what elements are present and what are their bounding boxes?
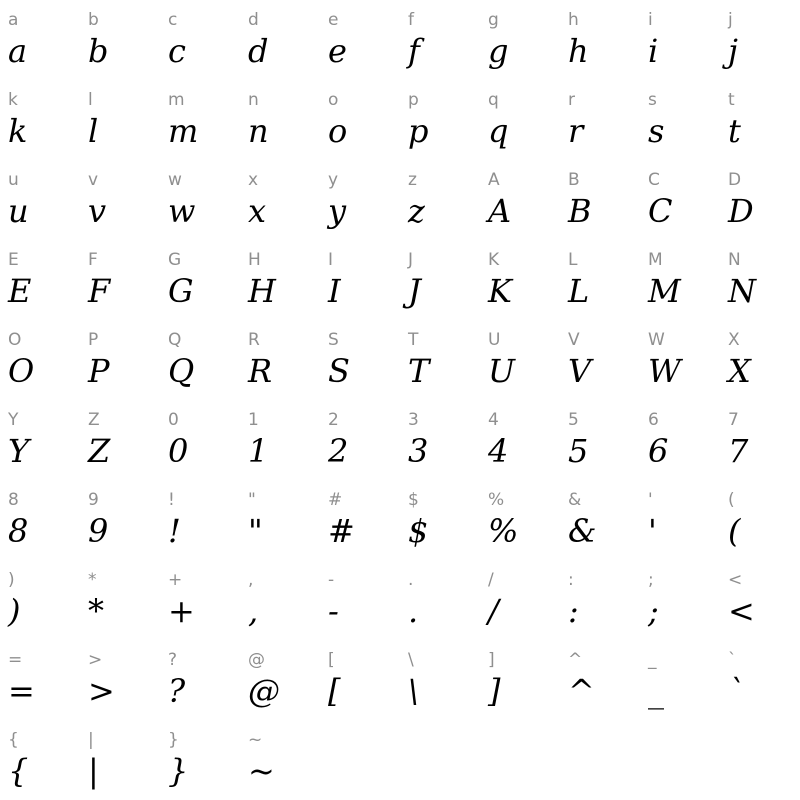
char-label: Q [168, 330, 182, 350]
char-label: G [168, 250, 182, 270]
char-cell[interactable] [0, 480, 80, 560]
char-label: g [488, 10, 499, 30]
char-glyph: u [8, 192, 29, 230]
char-label: [ [328, 650, 335, 670]
char-cell[interactable] [80, 320, 160, 400]
char-label: * [88, 570, 97, 590]
char-cell[interactable] [480, 240, 560, 320]
char-label: , [248, 570, 254, 590]
char-label: F [88, 250, 98, 270]
char-glyph: $ [408, 512, 429, 550]
char-glyph: e [328, 32, 347, 70]
char-label: 3 [408, 410, 419, 430]
char-cell[interactable] [0, 640, 80, 720]
char-glyph: v [88, 192, 107, 230]
char-glyph: @ [248, 672, 280, 710]
char-label: 7 [728, 410, 739, 430]
char-glyph: } [168, 752, 189, 790]
char-cell[interactable] [720, 480, 800, 560]
char-label: $ [408, 490, 419, 510]
char-cell[interactable] [480, 560, 560, 640]
char-glyph: n [248, 112, 269, 150]
char-cell[interactable] [400, 80, 480, 160]
char-label: f [408, 10, 414, 30]
char-label: : [568, 570, 574, 590]
char-cell[interactable] [80, 0, 160, 80]
char-label: W [648, 330, 665, 350]
char-glyph: [ [328, 672, 341, 710]
char-cell[interactable] [0, 320, 80, 400]
char-glyph: K [488, 272, 512, 310]
char-glyph: M [648, 272, 681, 310]
char-label: 0 [168, 410, 179, 430]
char-label: ~ [248, 730, 263, 750]
char-cell[interactable] [0, 720, 80, 800]
char-label: 1 [248, 410, 259, 430]
char-cell[interactable] [720, 320, 800, 400]
char-label: R [248, 330, 260, 350]
char-label: } [168, 730, 179, 750]
char-label: K [488, 250, 500, 270]
char-label: b [88, 10, 99, 30]
char-label: 4 [488, 410, 499, 430]
char-cell[interactable] [640, 240, 720, 320]
char-cell[interactable] [0, 560, 80, 640]
char-cell[interactable] [560, 560, 640, 640]
char-label: n [248, 90, 259, 110]
char-label: c [168, 10, 178, 30]
char-glyph: F [88, 272, 111, 310]
char-cell[interactable] [400, 480, 480, 560]
char-cell[interactable] [640, 80, 720, 160]
char-cell[interactable] [80, 560, 160, 640]
char-cell[interactable] [400, 400, 480, 480]
char-cell[interactable] [480, 400, 560, 480]
char-glyph: U [488, 352, 515, 390]
char-label: d [248, 10, 259, 30]
char-glyph: k [8, 112, 28, 150]
char-cell[interactable] [240, 560, 320, 640]
char-cell[interactable] [240, 240, 320, 320]
char-label: ` [728, 650, 737, 670]
char-cell[interactable] [400, 640, 480, 720]
char-cell[interactable] [320, 640, 400, 720]
char-label: - [328, 570, 335, 590]
char-glyph: < [728, 592, 755, 630]
char-cell[interactable] [400, 160, 480, 240]
char-label: T [408, 330, 419, 350]
char-label: _ [648, 650, 657, 670]
char-glyph: h [568, 32, 589, 70]
char-glyph: z [408, 192, 425, 230]
char-label: ] [488, 650, 495, 670]
char-cell[interactable] [640, 320, 720, 400]
char-cell[interactable] [720, 640, 800, 720]
char-glyph: H [248, 272, 276, 310]
char-cell[interactable] [640, 640, 720, 720]
char-label: m [168, 90, 185, 110]
char-label: I [328, 250, 334, 270]
char-label: r [568, 90, 575, 110]
char-label: % [488, 490, 505, 510]
char-cell[interactable] [480, 480, 560, 560]
char-cell[interactable] [720, 160, 800, 240]
char-label: o [328, 90, 339, 110]
char-cell[interactable] [240, 640, 320, 720]
char-cell[interactable] [720, 0, 800, 80]
char-cell[interactable] [640, 400, 720, 480]
char-glyph: X [728, 352, 751, 390]
char-cell[interactable] [480, 160, 560, 240]
char-label: ! [168, 490, 175, 510]
char-glyph: \ [408, 672, 419, 710]
char-cell[interactable] [720, 560, 800, 640]
char-label: z [408, 170, 417, 190]
char-label: H [248, 250, 261, 270]
char-label: u [8, 170, 19, 190]
char-label: 5 [568, 410, 579, 430]
char-cell[interactable] [560, 480, 640, 560]
char-glyph: 5 [568, 432, 589, 470]
char-cell[interactable] [0, 400, 80, 480]
char-label: " [248, 490, 256, 510]
char-glyph: ) [8, 592, 21, 630]
char-glyph: ] [488, 672, 501, 710]
char-glyph: L [568, 272, 590, 310]
char-label: s [648, 90, 657, 110]
char-glyph: S [328, 352, 350, 390]
char-glyph: % [488, 512, 519, 550]
char-glyph: o [328, 112, 348, 150]
char-glyph: . [408, 592, 419, 630]
char-cell[interactable] [240, 720, 320, 800]
char-glyph: Y [8, 432, 30, 470]
char-glyph: D [728, 192, 754, 230]
char-label: X [728, 330, 740, 350]
char-glyph: m [168, 112, 199, 150]
char-glyph: > [88, 672, 115, 710]
char-label: k [8, 90, 18, 110]
char-glyph: i [648, 32, 659, 70]
char-glyph: & [568, 512, 597, 550]
char-label: ) [8, 570, 15, 590]
char-glyph: * [88, 592, 104, 630]
char-glyph: | [88, 752, 99, 790]
char-glyph: c [168, 32, 186, 70]
char-cell[interactable] [240, 0, 320, 80]
char-label: | [88, 730, 94, 750]
char-glyph: b [88, 32, 109, 70]
char-cell[interactable] [320, 560, 400, 640]
char-glyph: , [248, 592, 259, 630]
char-cell[interactable] [240, 400, 320, 480]
char-label: q [488, 90, 499, 110]
char-label: = [8, 650, 23, 670]
char-glyph: O [8, 352, 35, 390]
char-label: @ [248, 650, 265, 670]
char-glyph: _ [648, 672, 664, 710]
char-glyph: 6 [648, 432, 669, 470]
char-cell[interactable] [320, 160, 400, 240]
char-cell[interactable] [240, 160, 320, 240]
char-cell[interactable] [160, 400, 240, 480]
char-label: # [328, 490, 343, 510]
char-glyph: ( [728, 512, 741, 550]
char-label: 8 [8, 490, 19, 510]
char-label: Y [8, 410, 19, 430]
char-label: O [8, 330, 22, 350]
char-glyph: E [8, 272, 32, 310]
char-cell[interactable] [240, 320, 320, 400]
char-glyph: l [88, 112, 99, 150]
char-cell[interactable] [0, 80, 80, 160]
char-cell[interactable] [240, 480, 320, 560]
char-cell[interactable] [560, 160, 640, 240]
char-label: ; [648, 570, 654, 590]
char-glyph: ? [168, 672, 186, 710]
char-label: N [728, 250, 741, 270]
char-cell[interactable] [0, 0, 80, 80]
char-glyph: B [568, 192, 592, 230]
char-cell[interactable] [80, 160, 160, 240]
char-glyph: : [568, 592, 579, 630]
char-label: D [728, 170, 742, 190]
char-cell[interactable] [720, 80, 800, 160]
char-glyph: 3 [408, 432, 429, 470]
char-glyph: y [328, 192, 347, 230]
char-glyph: s [648, 112, 665, 150]
char-label: . [408, 570, 414, 590]
char-label: J [408, 250, 414, 270]
char-cell[interactable] [320, 0, 400, 80]
char-label: 9 [88, 490, 99, 510]
char-label: Z [88, 410, 100, 430]
char-label: S [328, 330, 339, 350]
char-glyph: A [488, 192, 512, 230]
char-cell[interactable] [160, 480, 240, 560]
char-label: 6 [648, 410, 659, 430]
char-cell[interactable] [640, 0, 720, 80]
char-glyph: r [568, 112, 584, 150]
char-glyph: G [168, 272, 194, 310]
char-cell[interactable] [400, 560, 480, 640]
char-glyph: f [408, 32, 420, 70]
char-glyph: ~ [248, 752, 275, 790]
char-cell[interactable] [320, 320, 400, 400]
char-cell[interactable] [480, 640, 560, 720]
char-cell[interactable] [320, 240, 400, 320]
char-label: E [8, 250, 19, 270]
char-label: h [568, 10, 579, 30]
char-label: l [88, 90, 93, 110]
char-cell[interactable] [80, 80, 160, 160]
char-label: e [328, 10, 339, 30]
char-glyph: d [248, 32, 269, 70]
char-cell[interactable] [80, 720, 160, 800]
char-glyph: w [168, 192, 196, 230]
char-glyph: - [328, 592, 339, 630]
char-glyph: J [408, 272, 421, 310]
char-cell[interactable] [320, 400, 400, 480]
char-glyph: t [728, 112, 741, 150]
char-cell[interactable] [560, 240, 640, 320]
char-cell[interactable] [80, 400, 160, 480]
char-glyph: j [728, 32, 738, 70]
char-label: ? [168, 650, 178, 670]
char-glyph: 1 [248, 432, 269, 470]
char-cell[interactable] [80, 640, 160, 720]
char-cell[interactable] [560, 80, 640, 160]
char-label: t [728, 90, 735, 110]
char-cell[interactable] [0, 160, 80, 240]
char-cell[interactable] [160, 240, 240, 320]
char-glyph: 2 [328, 432, 349, 470]
char-cell[interactable] [320, 480, 400, 560]
char-glyph: = [8, 672, 35, 710]
char-label: x [248, 170, 259, 190]
char-label: a [8, 10, 19, 30]
char-glyph: ^ [568, 672, 595, 710]
char-label: ^ [568, 650, 583, 670]
char-glyph: ; [648, 592, 659, 630]
char-label: < [728, 570, 743, 590]
char-cell[interactable] [160, 80, 240, 160]
char-glyph: 9 [88, 512, 109, 550]
char-label: V [568, 330, 580, 350]
char-label: p [408, 90, 419, 110]
char-label: / [488, 570, 494, 590]
char-label: C [648, 170, 660, 190]
char-label: \ [408, 650, 414, 670]
char-glyph: V [568, 352, 592, 390]
char-glyph: + [168, 592, 195, 630]
char-label: + [168, 570, 183, 590]
char-cell[interactable] [640, 560, 720, 640]
char-label: w [168, 170, 182, 190]
char-cell[interactable] [160, 320, 240, 400]
char-glyph: g [488, 32, 509, 70]
char-cell[interactable] [560, 640, 640, 720]
char-glyph: p [408, 112, 429, 150]
char-cell[interactable] [0, 240, 80, 320]
char-cell[interactable] [240, 80, 320, 160]
char-cell[interactable] [320, 80, 400, 160]
char-glyph: P [88, 352, 110, 390]
char-label: L [568, 250, 578, 270]
char-label: > [88, 650, 103, 670]
char-cell[interactable] [560, 320, 640, 400]
char-glyph: a [8, 32, 28, 70]
char-cell[interactable] [720, 240, 800, 320]
char-cell[interactable] [160, 160, 240, 240]
char-label: P [88, 330, 99, 350]
char-label: M [648, 250, 663, 270]
char-glyph: ' [648, 512, 657, 550]
char-label: i [648, 10, 653, 30]
char-cell[interactable] [400, 240, 480, 320]
char-label: ( [728, 490, 735, 510]
char-glyph: ! [168, 512, 181, 550]
char-glyph: Q [168, 352, 195, 390]
char-cell[interactable] [480, 320, 560, 400]
char-cell[interactable] [160, 720, 240, 800]
char-glyph: W [648, 352, 681, 390]
char-glyph: / [488, 592, 499, 630]
char-glyph: 4 [488, 432, 509, 470]
char-cell[interactable] [480, 0, 560, 80]
char-glyph: x [248, 192, 267, 230]
char-glyph: T [408, 352, 430, 390]
char-cell[interactable] [400, 0, 480, 80]
char-label: y [328, 170, 339, 190]
char-glyph: N [728, 272, 756, 310]
char-label: A [488, 170, 500, 190]
char-label: & [568, 490, 582, 510]
char-label: v [88, 170, 99, 190]
char-glyph: 0 [168, 432, 189, 470]
char-glyph: " [248, 512, 263, 550]
char-glyph: 7 [728, 432, 749, 470]
char-glyph: # [328, 512, 355, 550]
char-cell[interactable] [560, 0, 640, 80]
char-cell[interactable] [480, 80, 560, 160]
char-label: ' [648, 490, 653, 510]
char-cell[interactable] [160, 560, 240, 640]
char-label: j [728, 10, 733, 30]
char-glyph: 8 [8, 512, 29, 550]
char-label: U [488, 330, 501, 350]
char-label: B [568, 170, 580, 190]
char-cell[interactable] [160, 0, 240, 80]
char-cell[interactable] [400, 320, 480, 400]
char-cell[interactable] [80, 240, 160, 320]
char-glyph: ` [728, 672, 744, 710]
char-label: { [8, 730, 19, 750]
char-glyph: I [328, 272, 341, 310]
char-cell[interactable] [640, 160, 720, 240]
char-cell[interactable] [560, 400, 640, 480]
char-glyph: Z [88, 432, 111, 470]
char-cell[interactable] [80, 480, 160, 560]
char-cell[interactable] [160, 640, 240, 720]
char-cell[interactable] [720, 400, 800, 480]
char-glyph: q [488, 112, 509, 150]
char-glyph: { [8, 752, 29, 790]
char-label: 2 [328, 410, 339, 430]
char-glyph: C [648, 192, 673, 230]
char-cell[interactable] [640, 480, 720, 560]
char-glyph: R [248, 352, 273, 390]
